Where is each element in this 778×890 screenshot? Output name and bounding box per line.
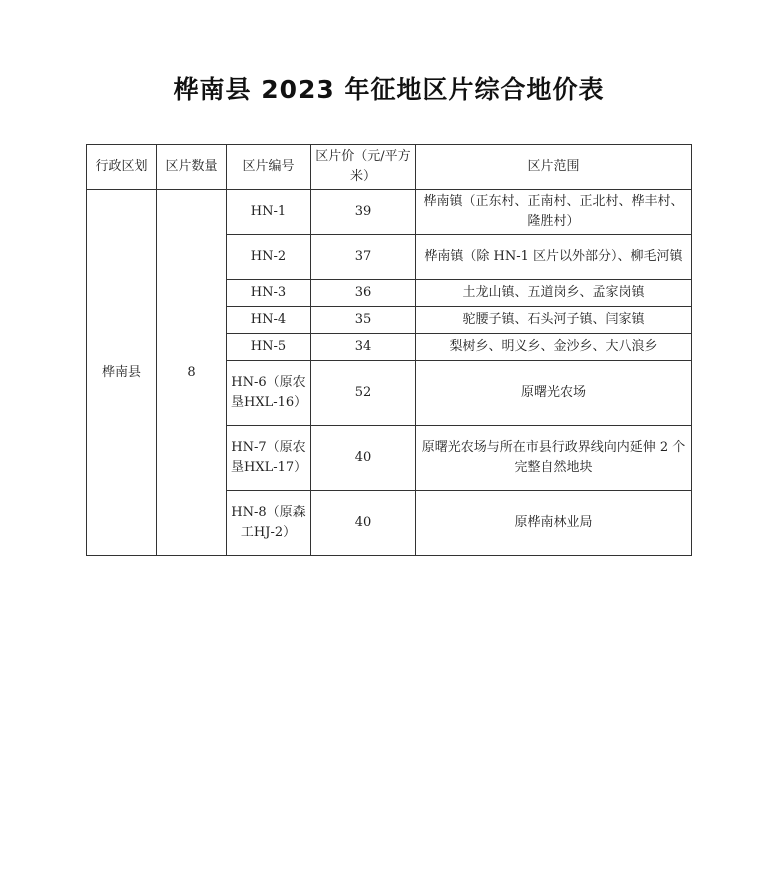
- price-cell: 39: [311, 190, 416, 235]
- count-cell: 8: [157, 190, 227, 556]
- price-cell: 40: [311, 426, 416, 491]
- header-code: 区片编号: [227, 145, 311, 190]
- document-title: 桦南县 2023 年征地区片综合地价表: [173, 75, 605, 104]
- price-cell: 52: [311, 361, 416, 426]
- header-scope: 区片范围: [416, 145, 692, 190]
- price-cell: 34: [311, 334, 416, 361]
- header-row: [87, 145, 692, 190]
- header-price: 区片价（元/平方米）: [311, 145, 416, 190]
- code-cell: HN-3: [227, 280, 311, 307]
- scope-cell: 梨树乡、明义乡、金沙乡、大八浪乡: [416, 334, 692, 361]
- code-cell: HN-5: [227, 334, 311, 361]
- code-cell: HN-4: [227, 307, 311, 334]
- price-cell: 36: [311, 280, 416, 307]
- scope-cell: 桦南镇（除 HN-1 区片以外部分）、柳毛河镇: [416, 235, 692, 280]
- table-row: [87, 190, 692, 235]
- code-cell: HN-7（原农垦HXL-17）: [227, 426, 311, 491]
- code-cell: HN-6（原农垦HXL-16）: [227, 361, 311, 426]
- header-region: 行政区划: [87, 145, 157, 190]
- scope-cell: 原曙光农场与所在市县行政界线向内延伸 2 个完整自然地块: [416, 426, 692, 491]
- code-cell: HN-1: [227, 190, 311, 235]
- code-cell: HN-8（原森工HJ-2）: [227, 491, 311, 556]
- price-cell: 37: [311, 235, 416, 280]
- land-price-table: [86, 144, 692, 556]
- price-cell: 40: [311, 491, 416, 556]
- price-cell: 35: [311, 307, 416, 334]
- header-count: 区片数量: [157, 145, 227, 190]
- code-cell: HN-2: [227, 235, 311, 280]
- scope-cell: 原曙光农场: [416, 361, 692, 426]
- scope-cell: 桦南镇（正东村、正南村、正北村、桦丰村、隆胜村）: [416, 190, 692, 235]
- scope-cell: 土龙山镇、五道岗乡、孟家岗镇: [416, 280, 692, 307]
- scope-cell: 驼腰子镇、石头河子镇、闫家镇: [416, 307, 692, 334]
- scope-cell: 原桦南林业局: [416, 491, 692, 556]
- region-cell: 桦南县: [87, 190, 157, 556]
